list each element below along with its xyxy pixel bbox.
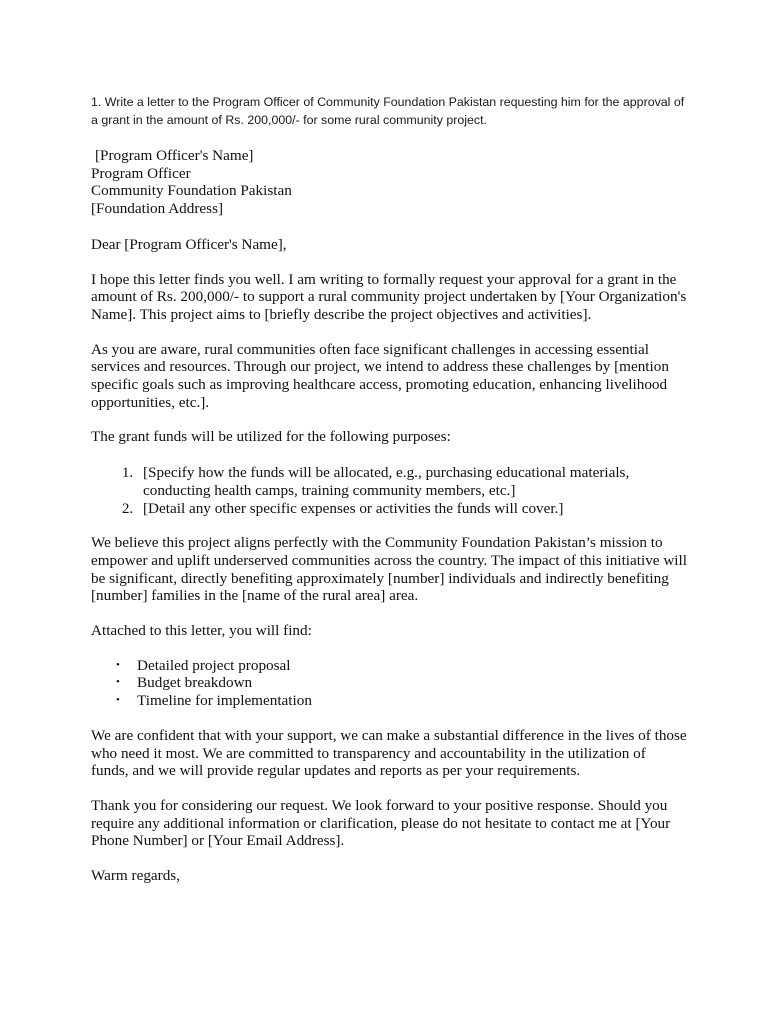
- purpose-item: 2. [Detail any other specific expenses or activities the funds will cover.]: [137, 500, 687, 518]
- bullet-icon: •: [116, 658, 120, 671]
- letter-body: [91, 147, 687, 885]
- purpose-item: 1. [Specify how the funds will be allocated, e.g., purchasing educational materials, conducting health camps, training community members, etc.]: [137, 464, 687, 499]
- attachment-item-label: Budget breakdown: [137, 674, 253, 692]
- paragraph-thanks: Thank you for considering our request. We look forward to your positive response. Should you require any additional information or clarification, please do not hesitate to contact me at [Your Phone Number] or [Your Email Address].: [91, 796, 671, 850]
- bullet-icon: •: [116, 676, 120, 689]
- salutation: Dear [Program Officer's Name],: [91, 235, 287, 253]
- address-line-title: Program Officer: [91, 164, 191, 182]
- paragraph-challenges: As you are aware, rural communities often face significant challenges in accessing essential services and resources. Through our project, we intend to address these challenges by [mention specific goals such as improving healthcare access, promoting education, enhancing livelihood opportunities, etc.].: [91, 340, 669, 411]
- purposes-list: [91, 464, 687, 517]
- closing: Warm regards,: [91, 867, 181, 885]
- attachment-item-label: Timeline for implementation: [137, 692, 312, 710]
- question-prompt: 1. Write a letter to the Program Officer of Community Foundation Pakistan requesting him for the approval of a grant in the amount of Rs. 200,000/- for some rural community project.: [91, 95, 685, 127]
- attachment-item: [116, 656, 687, 675]
- attachment-item: [116, 692, 687, 710]
- address-line-officer-name: [Program Officer's Name]: [95, 147, 254, 164]
- attachments-list: [91, 657, 687, 710]
- address-line-address: [Foundation Address]: [91, 200, 224, 218]
- attachment-item-label: Detailed project proposal: [137, 656, 291, 674]
- address-line-organization: Community Foundation Pakistan: [91, 182, 292, 200]
- paragraph-purposes-intro: The grant funds will be utilized for the following purposes:: [91, 428, 451, 446]
- paragraph-intro: I hope this letter finds you well. I am writing to formally request your approval for a grant in the amount of Rs. 200,000/- to support a rural community project undertaken by [Your Organization's Name]. This project aims to [briefly describe the project objectives and activities].: [91, 270, 687, 323]
- recipient-address-block: [91, 147, 687, 218]
- paragraph-alignment: We believe this project aligns perfectly with the Community Foundation Pakistan’s mission to empower and uplift underserved communities across the country. The impact of this initiative will be significant, directly benefiting approximately [number] individuals and indirectly benefiting [number] families in the [name of the rural area] area.: [91, 534, 687, 605]
- paragraph-confidence: We are confident that with your support, we can make a substantial difference in the lives of those who need it most. We are committed to transparency and accountability in the utilization of funds, and we will provide regular updates and reports as per your requirements.: [91, 726, 687, 780]
- attachment-item: [116, 674, 687, 692]
- paragraph-attachments-intro: Attached to this letter, you will find:: [91, 622, 312, 640]
- bullet-icon: •: [116, 694, 120, 707]
